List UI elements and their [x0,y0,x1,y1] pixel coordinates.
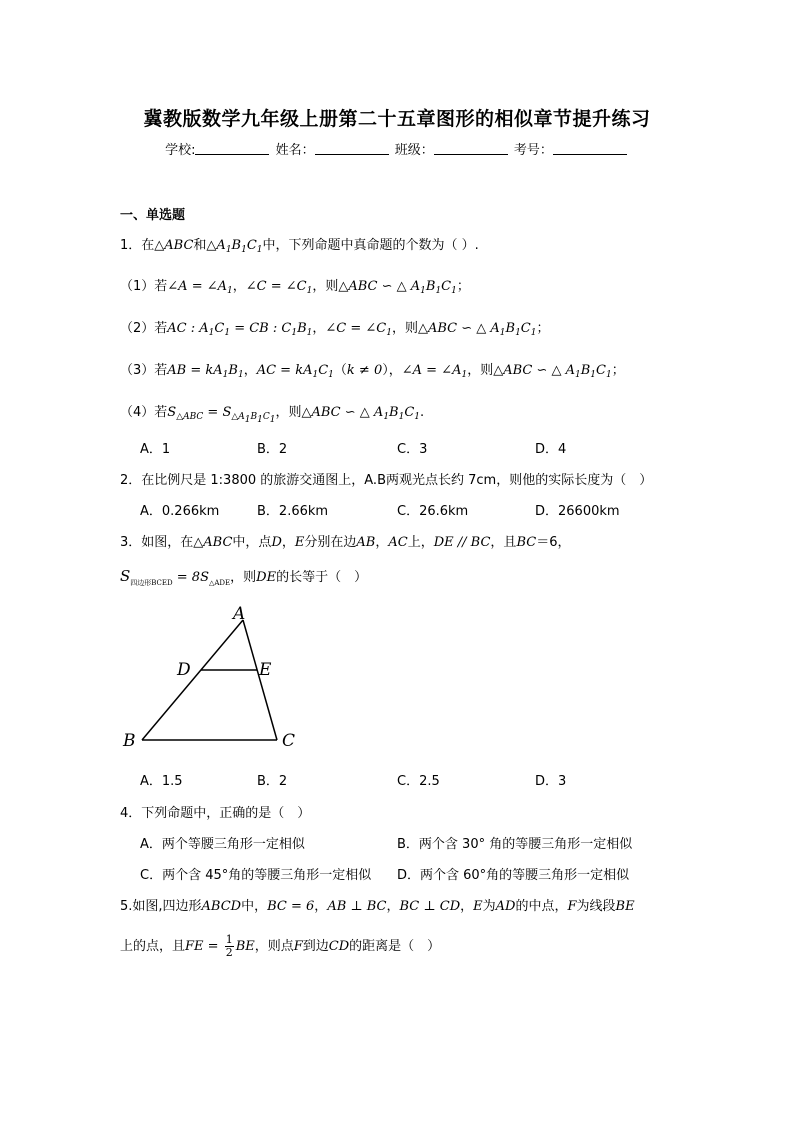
q3-option-c[interactable]: C．2.5 [397,774,440,789]
q1-condition-3: （3）若AB = $kA_1B_1$，AC = $kA_1C_1(k \ne 0)$，∠A = $\angle A_1$，则△ABC ∽ △ $A_1B_1C_1$； [120,363,625,380]
section-heading: 一、单选题 [120,208,186,223]
q1-option-a[interactable]: A．1 [140,442,171,457]
q3-stem: 3．如图，在△ABC中，点D，E分别在边AB，AC上，DE // BC，且BC＝6， [120,535,571,550]
number-blank[interactable] [553,142,627,155]
q2-stem: 2．在比例尺是 1:3800 的旅游交通图上，A.B两观光点长约 7cm，则他的实际长度为（ ） [120,473,653,488]
q4-option-b[interactable]: B．两个含 30° 角的等腰三角形一定相似 [397,837,633,852]
q1-condition-4: （4）若$S_{\triangle ABC} = S_{\triangle A_1B_1C_1}$，则△ABC ∽ △ $A_1B_1C_1$. [120,405,425,425]
q2-option-b[interactable]: B．2.66km [257,504,329,519]
school-label: 学校: [165,143,196,158]
label-c: C [282,731,296,751]
q4-stem: 4．下列命题中，正确的是（ ） [120,806,311,821]
q3-option-b[interactable]: B．2 [257,774,288,789]
label-d: D [177,660,191,680]
school-blank[interactable] [195,142,269,155]
side-ab [142,620,243,740]
q2-option-c[interactable]: C．26.6km [397,504,469,519]
q1-option-c[interactable]: C．3 [397,442,428,457]
q2-option-a[interactable]: A．0.266km [140,504,220,519]
number-label: 考号： [513,143,553,158]
q1-condition-1: （1）若∠A = $\angle A_1$，∠C = $\angle C_1$，则△ABC ∽ △ $A_1B_1C_1$； [120,279,470,296]
class-label: 班级： [394,143,434,158]
q3-option-a[interactable]: A．1.5 [140,774,183,789]
q1-condition-2: （2）若AC : $A_1C_1$ = CB : $C_1B_1$，∠C = $\angle C_1$，则△ABC ∽ △ $A_1B_1C_1$； [120,321,550,338]
q2-option-d[interactable]: D．26600km [535,504,620,519]
q3-option-d[interactable]: D．3 [535,774,567,789]
label-e: E [259,660,272,680]
side-ac [243,620,277,740]
q4-option-c[interactable]: C．两个含 45°角的等腰三角形一定相似 [140,868,372,883]
q1-stem: 1．在△ABC和$\triangle A_1B_1C_1$中，下列命题中真命题的个数为（ ）. [120,238,479,255]
name-label: 姓名： [275,143,315,158]
label-b: B [123,731,136,751]
name-blank[interactable] [315,142,389,155]
q4-option-d[interactable]: D．两个含 60°角的等腰三角形一定相似 [397,868,630,883]
class-blank[interactable] [434,142,508,155]
q1-option-d[interactable]: D．4 [535,442,567,457]
student-info-line [0,139,794,158]
fraction-one-half: $\frac{1}{2}$ [225,933,233,959]
q5-stem: 5.如图,四边形ABCD中，BC = 6，AB ⊥ BC，BC ⊥ CD，E为AD的中点，F为线段BE [120,899,635,914]
q5-stem-line2: 上的点，且FE = $\frac{1}{2}$ BE，则点F到边CD的距离是（ ） [120,933,441,959]
q4-option-a[interactable]: A．两个等腰三角形一定相似 [140,837,305,852]
q3-triangle-figure [110,600,310,755]
page-title: 冀教版数学九年级上册第二十五章图形的相似章节提升练习 [143,108,651,130]
q1-option-b[interactable]: B．2 [257,442,288,457]
label-a: A [233,604,246,624]
q3-stem-line2: $S_{四边形BCED} = 8S_{\triangle ADE}$，则DE的长等于（ ） [120,567,368,587]
